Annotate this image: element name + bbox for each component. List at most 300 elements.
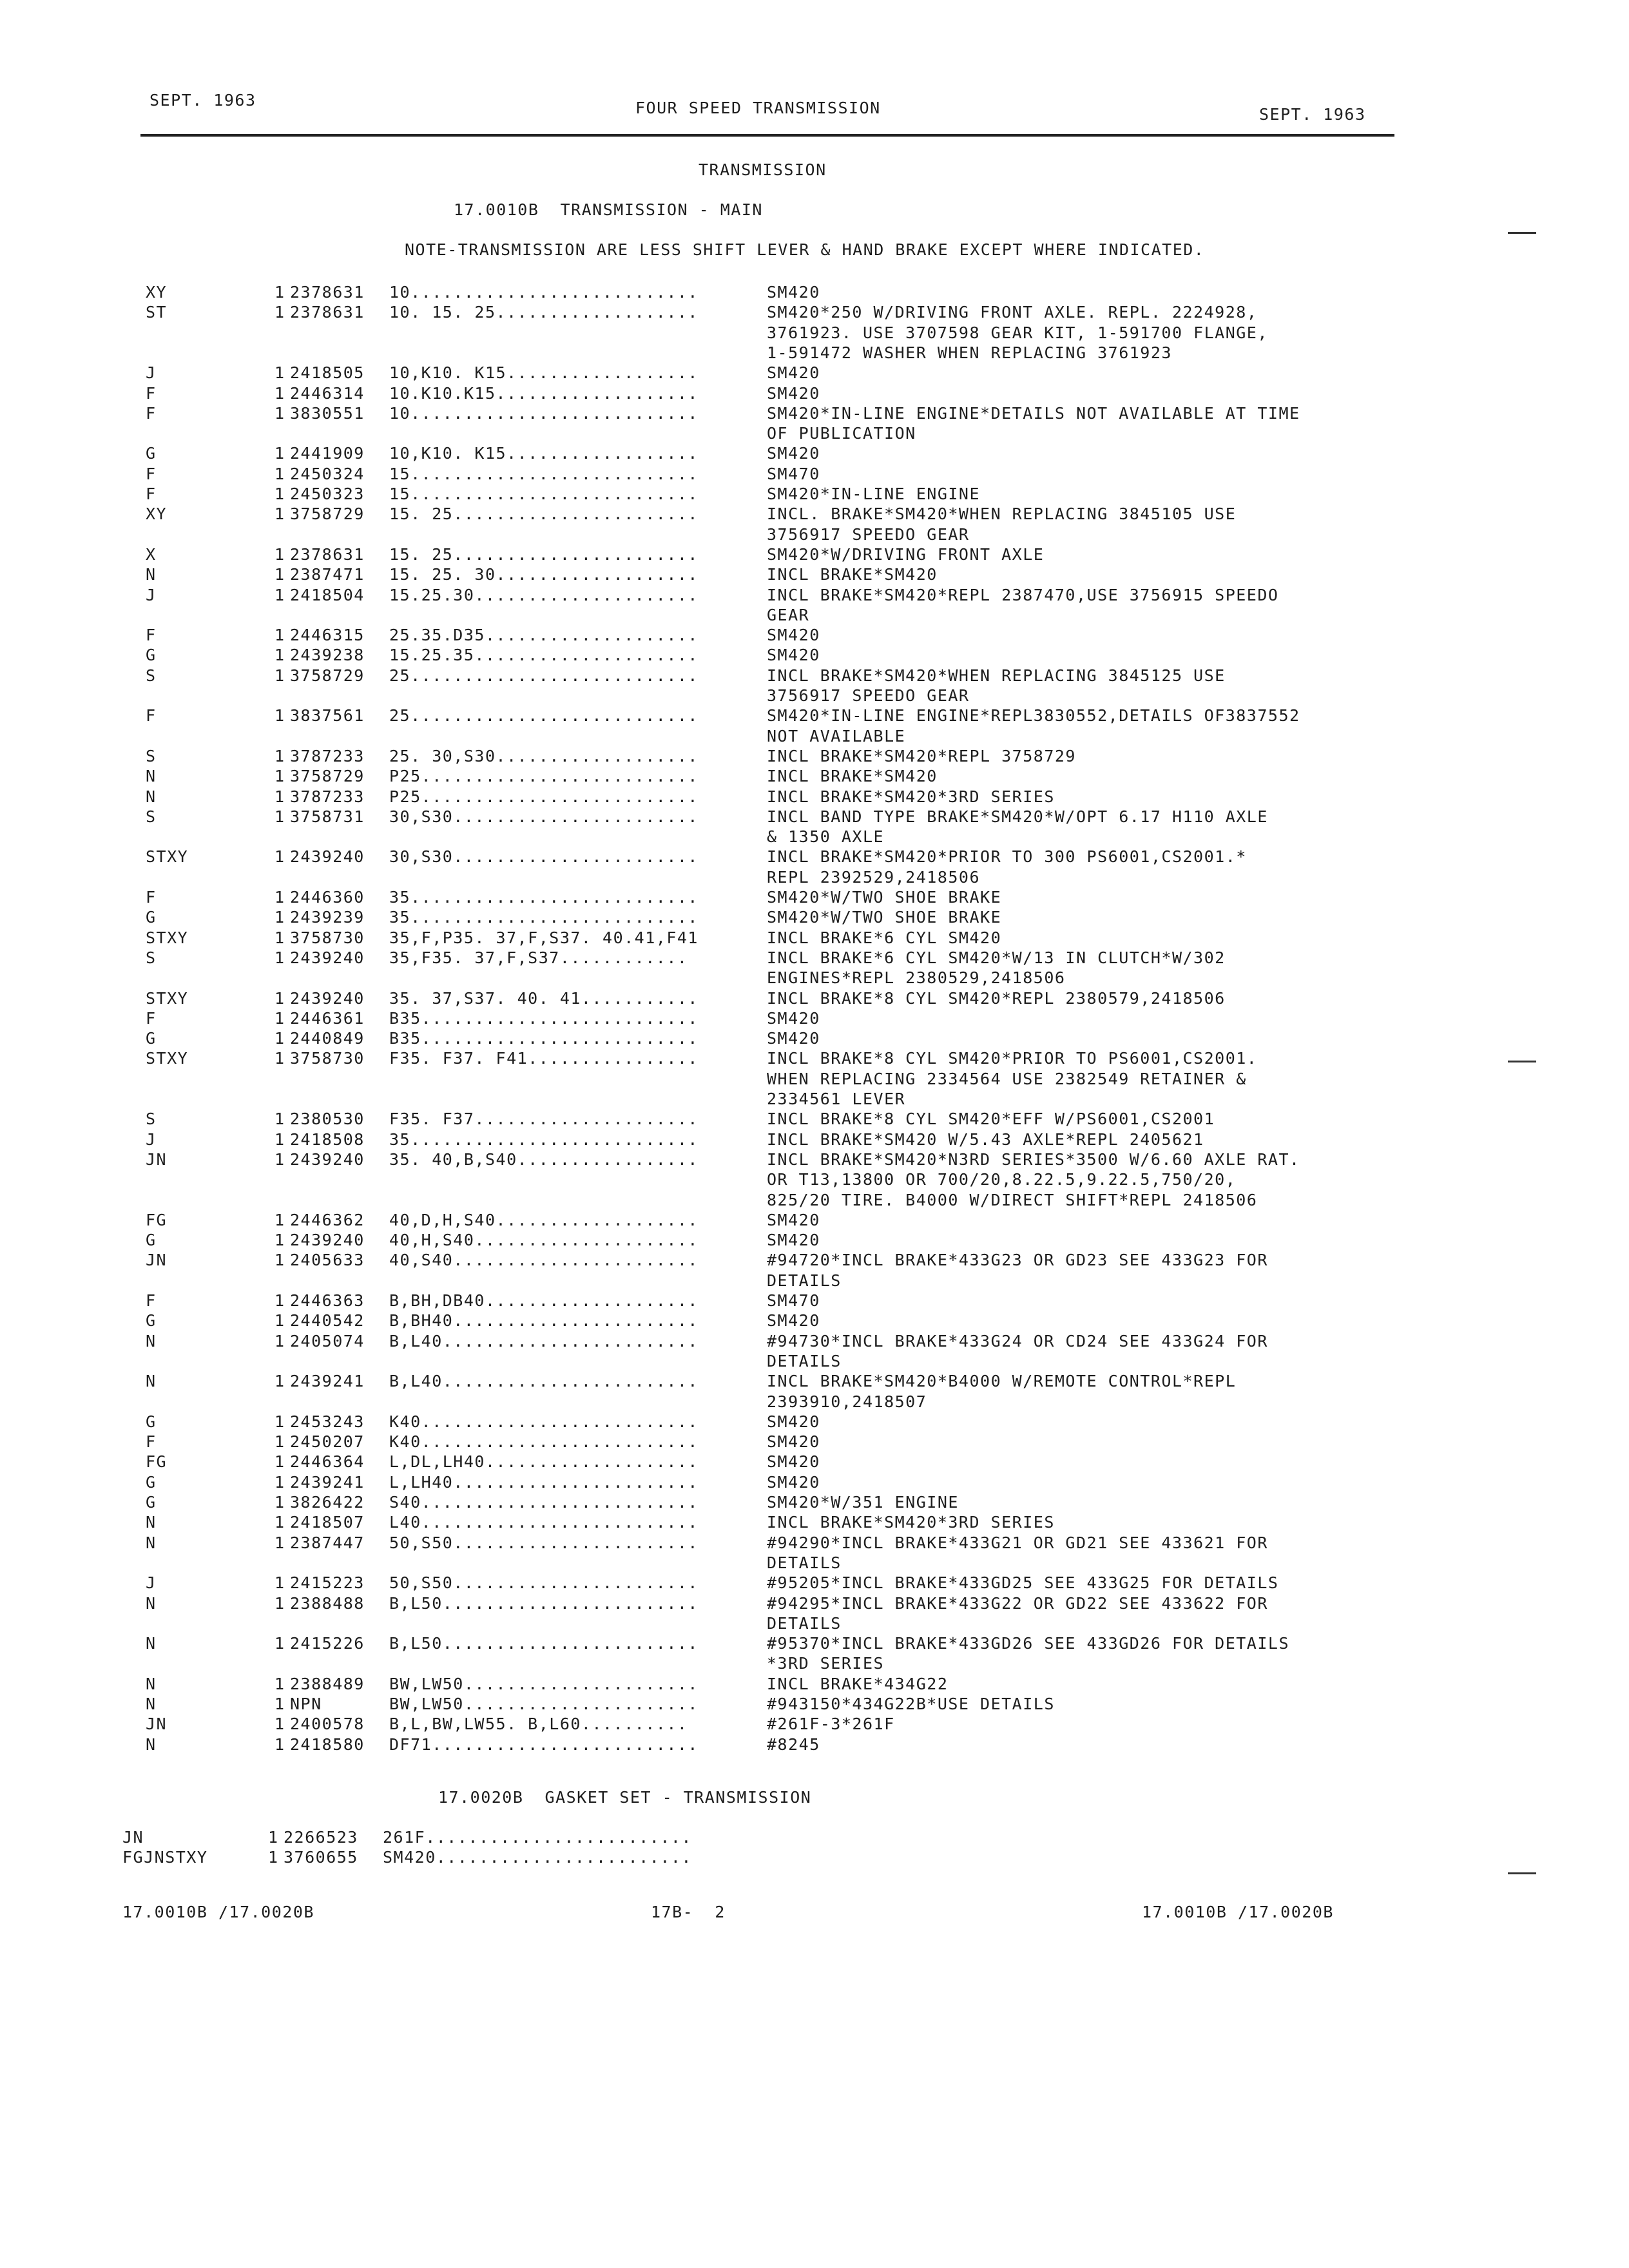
model-code: N bbox=[146, 1533, 157, 1552]
quantity: 1 bbox=[268, 1828, 279, 1847]
model-list: 40,H,S40..................... bbox=[389, 1231, 699, 1250]
part-number: 2439240 bbox=[290, 847, 365, 867]
model-list: 15. 25....................... bbox=[389, 544, 699, 564]
model-list: 35,F35. 37,F,S37............ bbox=[389, 948, 688, 967]
group1-heading: 17.0010B TRANSMISSION - MAIN bbox=[454, 200, 763, 219]
quantity: 1 bbox=[275, 646, 285, 665]
model-list: SM420........................ bbox=[383, 1848, 692, 1867]
model-list: 10,K10. K15.................. bbox=[389, 444, 699, 463]
model-list: 35........................... bbox=[389, 908, 699, 927]
model-list: B,BH40....................... bbox=[389, 1311, 699, 1331]
model-list: P25.......................... bbox=[389, 787, 699, 806]
model-code: F bbox=[146, 1432, 157, 1452]
model-list: B,L40........................ bbox=[389, 1331, 699, 1350]
model-list: B35.......................... bbox=[389, 1029, 699, 1048]
model-code: STXY bbox=[146, 1049, 189, 1068]
quantity: 1 bbox=[275, 1331, 285, 1350]
part-number: 2418504 bbox=[290, 585, 365, 604]
description: INCL BRAKE*SM420*3RD SERIES bbox=[767, 1513, 1055, 1532]
model-list: 30,S30....................... bbox=[389, 807, 699, 826]
part-number: 2378631 bbox=[290, 283, 365, 302]
description: INCL BRAKE*SM420*PRIOR TO 300 PS6001,CS2001.* bbox=[767, 847, 1247, 867]
quantity: 1 bbox=[275, 888, 285, 907]
part-number: 2439240 bbox=[290, 988, 365, 1008]
model-code: FGJNSTXY bbox=[122, 1848, 208, 1867]
part-number: 2400578 bbox=[290, 1715, 365, 1734]
description: INCL BRAKE*SM420*N3RD SERIES*3500 W/6.60 AXLE RAT. bbox=[767, 1149, 1300, 1169]
description: INCL. BRAKE*SM420*WHEN REPLACING 3845105 USE bbox=[767, 505, 1237, 524]
part-number: 2441909 bbox=[290, 444, 365, 463]
description: GEAR bbox=[767, 605, 810, 624]
model-code: G bbox=[146, 1412, 157, 1431]
quantity: 1 bbox=[275, 1472, 285, 1492]
model-code: F bbox=[146, 383, 157, 403]
model-list: K40.......................... bbox=[389, 1412, 699, 1431]
model-code: J bbox=[146, 1129, 157, 1149]
quantity: 1 bbox=[275, 1008, 285, 1028]
part-number: 2446314 bbox=[290, 383, 365, 403]
footer-left: 17.0010B /17.0020B bbox=[122, 1903, 314, 1921]
model-list: 15. 25....................... bbox=[389, 505, 699, 524]
model-list: P25.......................... bbox=[389, 767, 699, 786]
description: INCL BRAKE*SM420*3RD SERIES bbox=[767, 787, 1055, 806]
model-list: K40.......................... bbox=[389, 1432, 699, 1452]
model-code: N bbox=[146, 1331, 157, 1350]
model-code: G bbox=[146, 908, 157, 927]
description: SM420 bbox=[767, 1472, 820, 1492]
description: #943150*434G22B*USE DETAILS bbox=[767, 1695, 1055, 1713]
model-list: 35,F,P35. 37,F,S37. 40.41,F41 bbox=[389, 928, 699, 947]
description: INCL BRAKE*SM420 bbox=[767, 565, 938, 584]
model-code: N bbox=[146, 565, 157, 584]
description: WHEN REPLACING 2334564 USE 2382549 RETAINER & bbox=[767, 1069, 1247, 1088]
model-code: G bbox=[146, 646, 157, 665]
model-list: 25........................... bbox=[389, 706, 699, 726]
quantity: 1 bbox=[275, 1129, 285, 1149]
model-code: JN bbox=[122, 1828, 144, 1847]
quantity: 1 bbox=[275, 1573, 285, 1593]
model-code: J bbox=[146, 363, 157, 383]
description: SM420 bbox=[767, 283, 820, 302]
model-list: 40,D,H,S40................... bbox=[389, 1210, 699, 1229]
part-number: 2439241 bbox=[290, 1372, 365, 1391]
part-number: 2378631 bbox=[290, 303, 365, 322]
model-code: STXY bbox=[146, 847, 189, 867]
model-list: B,BH,DB40.................... bbox=[389, 1291, 699, 1310]
model-code: X bbox=[146, 544, 157, 564]
model-list: 15.25.35..................... bbox=[389, 646, 699, 665]
model-code: ST bbox=[146, 303, 168, 322]
quantity: 1 bbox=[275, 1513, 285, 1532]
description: INCL BRAKE*8 CYL SM420*REPL 2380579,2418506 bbox=[767, 988, 1226, 1008]
quantity: 1 bbox=[275, 1049, 285, 1068]
model-list: 30,S30....................... bbox=[389, 847, 699, 867]
description: INCL BRAKE*434G22 bbox=[767, 1674, 949, 1693]
description: #95370*INCL BRAKE*433GD26 SEE 433GD26 FOR DETAILS bbox=[767, 1634, 1290, 1653]
model-code: N bbox=[146, 1674, 157, 1693]
part-number: 2418508 bbox=[290, 1129, 365, 1149]
description: ENGINES*REPL 2380529,2418506 bbox=[767, 968, 1066, 988]
description: INCL BRAKE*SM420*WHEN REPLACING 3845125 USE bbox=[767, 666, 1226, 685]
description: DETAILS bbox=[767, 1553, 842, 1572]
quantity: 1 bbox=[275, 807, 285, 826]
description: SM470 bbox=[767, 1291, 820, 1310]
model-list: 25........................... bbox=[389, 666, 699, 685]
description: SM420*250 W/DRIVING FRONT AXLE. REPL. 2224928, bbox=[767, 303, 1258, 322]
part-number: 2439240 bbox=[290, 948, 365, 967]
description: SM420 bbox=[767, 1432, 820, 1452]
model-list: B,L50........................ bbox=[389, 1634, 699, 1653]
quantity: 1 bbox=[275, 1674, 285, 1693]
part-number: 3837561 bbox=[290, 706, 365, 726]
part-number: 2266523 bbox=[284, 1828, 358, 1847]
description: 2393910,2418507 bbox=[767, 1392, 927, 1411]
model-code: J bbox=[146, 585, 157, 604]
quantity: 1 bbox=[275, 908, 285, 927]
model-code: F bbox=[146, 464, 157, 483]
part-number: 3758729 bbox=[290, 505, 365, 524]
model-list: S40.......................... bbox=[389, 1493, 699, 1512]
part-number: 3830551 bbox=[290, 403, 365, 423]
model-code: S bbox=[146, 948, 157, 967]
header-title: FOUR SPEED TRANSMISSION bbox=[635, 99, 881, 117]
quantity: 1 bbox=[275, 666, 285, 685]
model-list: 261F......................... bbox=[383, 1828, 692, 1847]
model-list: 50,S50....................... bbox=[389, 1573, 699, 1593]
part-number: 2440542 bbox=[290, 1311, 365, 1331]
model-code: G bbox=[146, 1311, 157, 1331]
description: SM420 bbox=[767, 1029, 820, 1048]
description: INCL BRAKE*SM420*REPL 3758729 bbox=[767, 746, 1076, 765]
description: DETAILS bbox=[767, 1613, 842, 1633]
scan-mark bbox=[1508, 1061, 1536, 1062]
quantity: 1 bbox=[275, 928, 285, 947]
model-list: L,DL,LH40.................... bbox=[389, 1452, 699, 1472]
description: #8245 bbox=[767, 1735, 820, 1754]
part-number: 2446363 bbox=[290, 1291, 365, 1310]
model-code: N bbox=[146, 767, 157, 786]
description: INCL BRAKE*SM420*B4000 W/REMOTE CONTROL*REPL bbox=[767, 1372, 1237, 1391]
description: #94295*INCL BRAKE*433G22 OR GD22 SEE 433622 FOR bbox=[767, 1593, 1268, 1613]
model-list: B,L,BW,LW55. B,L60.......... bbox=[389, 1715, 688, 1734]
part-number: 3787233 bbox=[290, 787, 365, 806]
model-code: N bbox=[146, 1695, 157, 1713]
quantity: 1 bbox=[275, 283, 285, 302]
model-list: 15........................... bbox=[389, 464, 699, 483]
quantity: 1 bbox=[275, 1251, 285, 1270]
part-number: 3787233 bbox=[290, 746, 365, 765]
model-code: JN bbox=[146, 1715, 168, 1734]
part-number: 3758729 bbox=[290, 666, 365, 685]
model-code: J bbox=[146, 1573, 157, 1593]
quantity: 1 bbox=[275, 1231, 285, 1250]
description: INCL BRAKE*8 CYL SM420*PRIOR TO PS6001,CS2001. bbox=[767, 1049, 1258, 1068]
model-list: 10,K10. K15.................. bbox=[389, 363, 699, 383]
model-code: F bbox=[146, 485, 157, 503]
model-code: XY bbox=[146, 283, 168, 302]
part-number: 2387447 bbox=[290, 1533, 365, 1552]
model-code: F bbox=[146, 403, 157, 423]
quantity: 1 bbox=[275, 1029, 285, 1048]
description: INCL BRAKE*6 CYL SM420 bbox=[767, 928, 1002, 947]
description: INCL BRAKE*SM420 bbox=[767, 767, 938, 786]
part-number: 2450324 bbox=[290, 464, 365, 483]
model-list: 10.K10.K15................... bbox=[389, 383, 699, 403]
footer-page-number: 17B- 2 bbox=[651, 1903, 726, 1921]
model-code: FG bbox=[146, 1452, 168, 1472]
part-number: 3758731 bbox=[290, 807, 365, 826]
model-list: F35. F37. F41................ bbox=[389, 1049, 699, 1068]
model-list: L,LH40....................... bbox=[389, 1472, 699, 1492]
description: INCL BRAKE*SM420*REPL 2387470,USE 3756915 SPEEDO bbox=[767, 585, 1279, 604]
model-code: G bbox=[146, 1493, 157, 1512]
description: DETAILS bbox=[767, 1351, 842, 1370]
model-code: G bbox=[146, 1231, 157, 1250]
scan-mark bbox=[1508, 232, 1536, 234]
description: #261F-3*261F bbox=[767, 1715, 895, 1734]
model-list: 35........................... bbox=[389, 1129, 699, 1149]
quantity: 1 bbox=[275, 505, 285, 524]
quantity: 1 bbox=[275, 1634, 285, 1653]
quantity: 1 bbox=[275, 626, 285, 645]
model-code: G bbox=[146, 444, 157, 463]
part-number: 3758730 bbox=[290, 928, 365, 947]
part-number: 2439238 bbox=[290, 646, 365, 665]
model-list: 35. 40,B,S40................. bbox=[389, 1149, 699, 1169]
quantity: 1 bbox=[275, 363, 285, 383]
header-right-date: SEPT. 1963 bbox=[1259, 105, 1366, 124]
part-number: 2446315 bbox=[290, 626, 365, 645]
header-left-date: SEPT. 1963 bbox=[149, 91, 256, 110]
part-number: 2446360 bbox=[290, 888, 365, 907]
part-number: 2439240 bbox=[290, 1149, 365, 1169]
model-list: 10. 15. 25................... bbox=[389, 303, 699, 322]
description: SM420 bbox=[767, 1452, 820, 1472]
part-number: 2446364 bbox=[290, 1452, 365, 1472]
quantity: 1 bbox=[275, 444, 285, 463]
description: INCL BAND TYPE BRAKE*SM420*W/OPT 6.17 H110 AXLE bbox=[767, 807, 1268, 826]
part-number: 2450207 bbox=[290, 1432, 365, 1452]
quantity: 1 bbox=[275, 403, 285, 423]
model-list: DF71......................... bbox=[389, 1735, 699, 1754]
model-list: 15........................... bbox=[389, 485, 699, 503]
part-number: NPN bbox=[290, 1695, 322, 1713]
description: SM420*IN-LINE ENGINE*DETAILS NOT AVAILABLE AT TIME bbox=[767, 403, 1300, 423]
model-list: L40.......................... bbox=[389, 1513, 699, 1532]
part-number: 2446361 bbox=[290, 1008, 365, 1028]
model-list: BW,LW50...................... bbox=[389, 1674, 699, 1693]
description: OR T13,13800 OR 700/20,8.22.5,9.22.5,750/20, bbox=[767, 1170, 1237, 1189]
quantity: 1 bbox=[275, 303, 285, 322]
description: 825/20 TIRE. B4000 W/DIRECT SHIFT*REPL 2418506 bbox=[767, 1190, 1258, 1209]
model-list: F35. F37..................... bbox=[389, 1110, 699, 1129]
part-number: 2380530 bbox=[290, 1110, 365, 1129]
description: NOT AVAILABLE bbox=[767, 726, 906, 745]
description: SM420 bbox=[767, 646, 820, 665]
quantity: 1 bbox=[275, 1412, 285, 1431]
description: OF PUBLICATION bbox=[767, 424, 916, 443]
description: SM420*IN-LINE ENGINE*REPL3830552,DETAILS OF3837552 bbox=[767, 706, 1300, 726]
quantity: 1 bbox=[275, 464, 285, 483]
model-list: BW,LW50...................... bbox=[389, 1695, 699, 1713]
model-list: 15.25.30..................... bbox=[389, 585, 699, 604]
description: SM420*W/TWO SHOE BRAKE bbox=[767, 908, 1002, 927]
model-code: N bbox=[146, 787, 157, 806]
model-list: B,L40........................ bbox=[389, 1372, 699, 1391]
model-list: 50,S50....................... bbox=[389, 1533, 699, 1552]
scan-mark bbox=[1508, 1872, 1536, 1874]
part-number: 2446362 bbox=[290, 1210, 365, 1229]
model-code: S bbox=[146, 746, 157, 765]
quantity: 1 bbox=[275, 1695, 285, 1713]
part-number: 2439239 bbox=[290, 908, 365, 927]
quantity: 1 bbox=[275, 383, 285, 403]
part-number: 2405633 bbox=[290, 1251, 365, 1270]
model-code: N bbox=[146, 1372, 157, 1391]
model-list: 35. 37,S37. 40. 41........... bbox=[389, 988, 699, 1008]
quantity: 1 bbox=[275, 1110, 285, 1129]
quantity: 1 bbox=[275, 1493, 285, 1512]
description: 3756917 SPEEDO GEAR bbox=[767, 686, 970, 705]
model-code: F bbox=[146, 1291, 157, 1310]
part-number: 2415223 bbox=[290, 1573, 365, 1593]
quantity: 1 bbox=[275, 1291, 285, 1310]
quantity: 1 bbox=[275, 485, 285, 503]
model-code: FG bbox=[146, 1210, 168, 1229]
description: REPL 2392529,2418506 bbox=[767, 867, 981, 887]
part-number: 2405074 bbox=[290, 1331, 365, 1350]
model-list: 10........................... bbox=[389, 283, 699, 302]
part-number: 2418505 bbox=[290, 363, 365, 383]
description: SM420 bbox=[767, 363, 820, 383]
description: 2334561 LEVER bbox=[767, 1090, 906, 1108]
description: SM420 bbox=[767, 1412, 820, 1431]
part-number: 2439241 bbox=[290, 1472, 365, 1492]
part-number: 2378631 bbox=[290, 544, 365, 564]
model-code: N bbox=[146, 1634, 157, 1653]
quantity: 1 bbox=[275, 787, 285, 806]
description: SM420*W/DRIVING FRONT AXLE bbox=[767, 544, 1045, 564]
description: SM470 bbox=[767, 464, 820, 483]
model-code: S bbox=[146, 666, 157, 685]
quantity: 1 bbox=[275, 706, 285, 726]
part-number: 2453243 bbox=[290, 1412, 365, 1431]
part-number: 3758729 bbox=[290, 767, 365, 786]
description: DETAILS bbox=[767, 1271, 842, 1290]
model-code: F bbox=[146, 1008, 157, 1028]
model-list: 15. 25. 30................... bbox=[389, 565, 699, 584]
part-number: 2388489 bbox=[290, 1674, 365, 1693]
description: SM420 bbox=[767, 383, 820, 403]
description: #94730*INCL BRAKE*433G24 OR CD24 SEE 433G24 FOR bbox=[767, 1331, 1268, 1350]
model-code: S bbox=[146, 807, 157, 826]
description: INCL BRAKE*8 CYL SM420*EFF W/PS6001,CS2001 bbox=[767, 1110, 1215, 1129]
description: #94290*INCL BRAKE*433G21 OR GD21 SEE 433621 FOR bbox=[767, 1533, 1268, 1552]
description: *3RD SERIES bbox=[767, 1654, 885, 1673]
description: SM420*W/TWO SHOE BRAKE bbox=[767, 888, 1002, 907]
quantity: 1 bbox=[275, 767, 285, 786]
description: INCL BRAKE*SM420 W/5.43 AXLE*REPL 2405621 bbox=[767, 1129, 1204, 1149]
model-list: 25.35.D35.................... bbox=[389, 626, 699, 645]
part-number: 2440849 bbox=[290, 1029, 365, 1048]
part-number: 3758730 bbox=[290, 1049, 365, 1068]
quantity: 1 bbox=[275, 565, 285, 584]
quantity: 1 bbox=[275, 1311, 285, 1331]
quantity: 1 bbox=[275, 1735, 285, 1754]
model-code: N bbox=[146, 1735, 157, 1754]
description: SM420 bbox=[767, 1210, 820, 1229]
description: 3761923. USE 3707598 GEAR KIT, 1-591700 FLANGE, bbox=[767, 323, 1268, 342]
description: INCL BRAKE*6 CYL SM420*W/13 IN CLUTCH*W/302 bbox=[767, 948, 1226, 967]
description: #94720*INCL BRAKE*433G23 OR GD23 SEE 433G23 FOR bbox=[767, 1251, 1268, 1270]
quantity: 1 bbox=[275, 1372, 285, 1391]
description: SM420 bbox=[767, 444, 820, 463]
description: SM420*W/351 ENGINE bbox=[767, 1493, 959, 1512]
model-list: B,L50........................ bbox=[389, 1593, 699, 1613]
model-list: B35.......................... bbox=[389, 1008, 699, 1028]
quantity: 1 bbox=[275, 1210, 285, 1229]
quantity: 1 bbox=[275, 544, 285, 564]
part-number: 2387471 bbox=[290, 565, 365, 584]
model-code: S bbox=[146, 1110, 157, 1129]
model-code: G bbox=[146, 1472, 157, 1492]
header-rule bbox=[140, 134, 1394, 137]
description: SM420 bbox=[767, 626, 820, 645]
model-code: F bbox=[146, 888, 157, 907]
description: SM420 bbox=[767, 1231, 820, 1250]
quantity: 1 bbox=[275, 847, 285, 867]
part-number: 2415226 bbox=[290, 1634, 365, 1653]
model-code: F bbox=[146, 706, 157, 726]
model-code: JN bbox=[146, 1149, 168, 1169]
model-list: 10........................... bbox=[389, 403, 699, 423]
quantity: 1 bbox=[275, 1149, 285, 1169]
quantity: 1 bbox=[275, 948, 285, 967]
group1-note: NOTE-TRANSMISSION ARE LESS SHIFT LEVER & HAND BRAKE EXCEPT WHERE INDICATED. bbox=[405, 240, 1205, 259]
quantity: 1 bbox=[275, 1432, 285, 1452]
model-list: 40,S40....................... bbox=[389, 1251, 699, 1270]
part-number: 3826422 bbox=[290, 1493, 365, 1512]
description: SM420 bbox=[767, 1008, 820, 1028]
part-number: 2418507 bbox=[290, 1513, 365, 1532]
model-code: STXY bbox=[146, 928, 189, 947]
part-number: 2418580 bbox=[290, 1735, 365, 1754]
model-list: 25. 30,S30................... bbox=[389, 746, 699, 765]
part-number: 2450323 bbox=[290, 485, 365, 503]
description: SM420 bbox=[767, 1311, 820, 1331]
part-number: 2439240 bbox=[290, 1231, 365, 1250]
part-number: 3760655 bbox=[284, 1848, 358, 1867]
quantity: 1 bbox=[275, 1715, 285, 1734]
part-number: 2388488 bbox=[290, 1593, 365, 1613]
footer-right: 17.0010B /17.0020B bbox=[1142, 1903, 1334, 1921]
quantity: 1 bbox=[275, 988, 285, 1008]
quantity: 1 bbox=[275, 746, 285, 765]
model-code: N bbox=[146, 1513, 157, 1532]
model-list: 35........................... bbox=[389, 888, 699, 907]
description: SM420*IN-LINE ENGINE bbox=[767, 485, 981, 503]
model-code: JN bbox=[146, 1251, 168, 1270]
section-title: TRANSMISSION bbox=[699, 160, 827, 179]
quantity: 1 bbox=[275, 1533, 285, 1552]
group2-heading: 17.0020B GASKET SET - TRANSMISSION bbox=[438, 1788, 812, 1807]
model-code: STXY bbox=[146, 988, 189, 1008]
description: 3756917 SPEEDO GEAR bbox=[767, 524, 970, 544]
description: #95205*INCL BRAKE*433GD25 SEE 433G25 FOR DETAILS bbox=[767, 1573, 1279, 1593]
model-code: G bbox=[146, 1029, 157, 1048]
model-code: F bbox=[146, 626, 157, 645]
quantity: 1 bbox=[275, 1593, 285, 1613]
